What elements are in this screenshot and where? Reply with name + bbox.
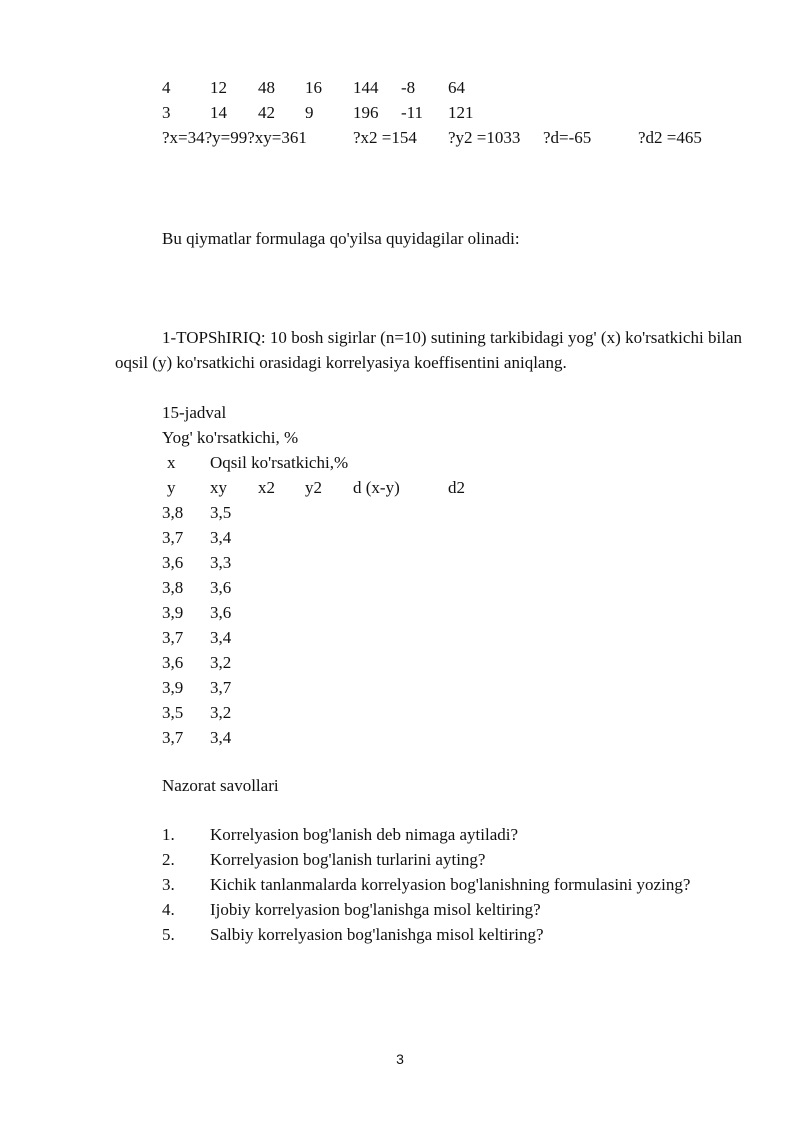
cell-y: 3,6 xyxy=(210,578,232,597)
table-row xyxy=(0,500,800,525)
cell: 64 xyxy=(448,78,465,97)
cell-y: 3,7 xyxy=(210,678,232,697)
cell-y: 3,3 xyxy=(210,553,232,572)
cell: -11 xyxy=(401,103,424,122)
header-x: x xyxy=(167,453,176,472)
table-header-row xyxy=(0,450,800,475)
cell-x: 3,6 xyxy=(162,653,184,672)
cell: 121 xyxy=(448,103,474,122)
cell-x: 3,8 xyxy=(162,578,184,597)
cell: -8 xyxy=(401,78,416,97)
cell-x: 3,9 xyxy=(162,678,184,697)
cell-y: 3,2 xyxy=(210,703,232,722)
table-row xyxy=(0,550,800,575)
top-table-row xyxy=(0,75,800,100)
sum-cell: ?d2 =465 xyxy=(638,128,702,147)
question-item xyxy=(0,897,800,922)
sum-cell: ?x2 =154 xyxy=(353,128,417,147)
table-columns-row xyxy=(0,475,800,500)
column-header: y2 xyxy=(305,478,322,497)
column-header: x2 xyxy=(258,478,275,497)
table-row xyxy=(0,625,800,650)
cell: 9 xyxy=(305,103,314,122)
header-protein: Oqsil ko'rsatkichi,% xyxy=(210,453,349,472)
cell: 16 xyxy=(305,78,322,97)
question-item xyxy=(0,922,800,947)
cell: 42 xyxy=(258,103,275,122)
cell-x: 3,5 xyxy=(162,703,184,722)
column-header: y xyxy=(167,478,176,497)
table-row xyxy=(0,650,800,675)
task-paragraph: 1-TOPShIRIQ: 10 bosh sigirlar (n=10) sutining tarkibidagi yog' (x) ko'rsatkichi bilan oqsil (y) ko'rsatkichi orasidagi korrelyasiya koeffisentini aniqlang. xyxy=(115,328,742,372)
cell-y: 3,4 xyxy=(210,628,232,647)
cell: 144 xyxy=(353,78,379,97)
question-text: Korrelyasion bog'lanish deb nimaga aytiladi? xyxy=(210,825,519,844)
cell-y: 3,2 xyxy=(210,653,232,672)
sum-cell: ?d=-65 xyxy=(543,128,592,147)
cell: 14 xyxy=(210,103,227,122)
cell-x: 3,7 xyxy=(162,628,184,647)
cell-x: 3,7 xyxy=(162,728,184,747)
question-text: Korrelyasion bog'lanish turlarini ayting? xyxy=(210,850,486,869)
top-table-row xyxy=(0,100,800,125)
table-row xyxy=(0,675,800,700)
table-row xyxy=(0,600,800,625)
cell-y: 3,4 xyxy=(210,728,232,747)
question-number: 4. xyxy=(162,900,175,919)
cell-x: 3,8 xyxy=(162,503,184,522)
cell-x: 3,7 xyxy=(162,528,184,547)
question-number: 3. xyxy=(162,875,175,894)
page-number: 3 xyxy=(396,1051,404,1067)
column-header: d2 xyxy=(448,478,465,497)
cell-y: 3,6 xyxy=(210,603,232,622)
table-row xyxy=(0,575,800,600)
sum-cell: ?x=34?y=99?xy=361 xyxy=(162,128,307,147)
cell-x: 3,9 xyxy=(162,603,184,622)
question-number: 1. xyxy=(162,825,175,844)
cell: 12 xyxy=(210,78,227,97)
table-row xyxy=(0,700,800,725)
cell: 196 xyxy=(353,103,379,122)
table-row xyxy=(0,725,800,750)
question-number: 2. xyxy=(162,850,175,869)
column-header: xy xyxy=(210,478,227,497)
column-header: d (x-y) xyxy=(353,478,400,497)
question-item xyxy=(0,847,800,872)
table-caption: 15-jadval xyxy=(162,403,227,422)
question-item xyxy=(0,872,800,897)
cell-y: 3,4 xyxy=(210,528,232,547)
top-table-sums-row xyxy=(0,125,800,150)
question-item xyxy=(0,822,800,847)
question-text: Salbiy korrelyasion bog'lanishga misol keltiring? xyxy=(210,925,544,944)
cell: 4 xyxy=(162,78,171,97)
cell: 48 xyxy=(258,78,275,97)
question-text: Ijobiy korrelyasion bog'lanishga misol keltiring? xyxy=(210,900,541,919)
formula-sentence: Bu qiymatlar formulaga qo'yilsa quyidagilar olinadi: xyxy=(162,229,520,248)
table-row xyxy=(0,525,800,550)
sum-cell: ?y2 =1033 xyxy=(448,128,521,147)
questions-heading: Nazorat savollari xyxy=(162,776,279,795)
cell-y: 3,5 xyxy=(210,503,232,522)
question-text: Kichik tanlanmalarda korrelyasion bog'lanishning formulasini yozing? xyxy=(210,875,691,894)
cell: 3 xyxy=(162,103,171,122)
cell-x: 3,6 xyxy=(162,553,184,572)
question-number: 5. xyxy=(162,925,175,944)
table-header-fat: Yog' ko'rsatkichi, % xyxy=(162,428,299,447)
